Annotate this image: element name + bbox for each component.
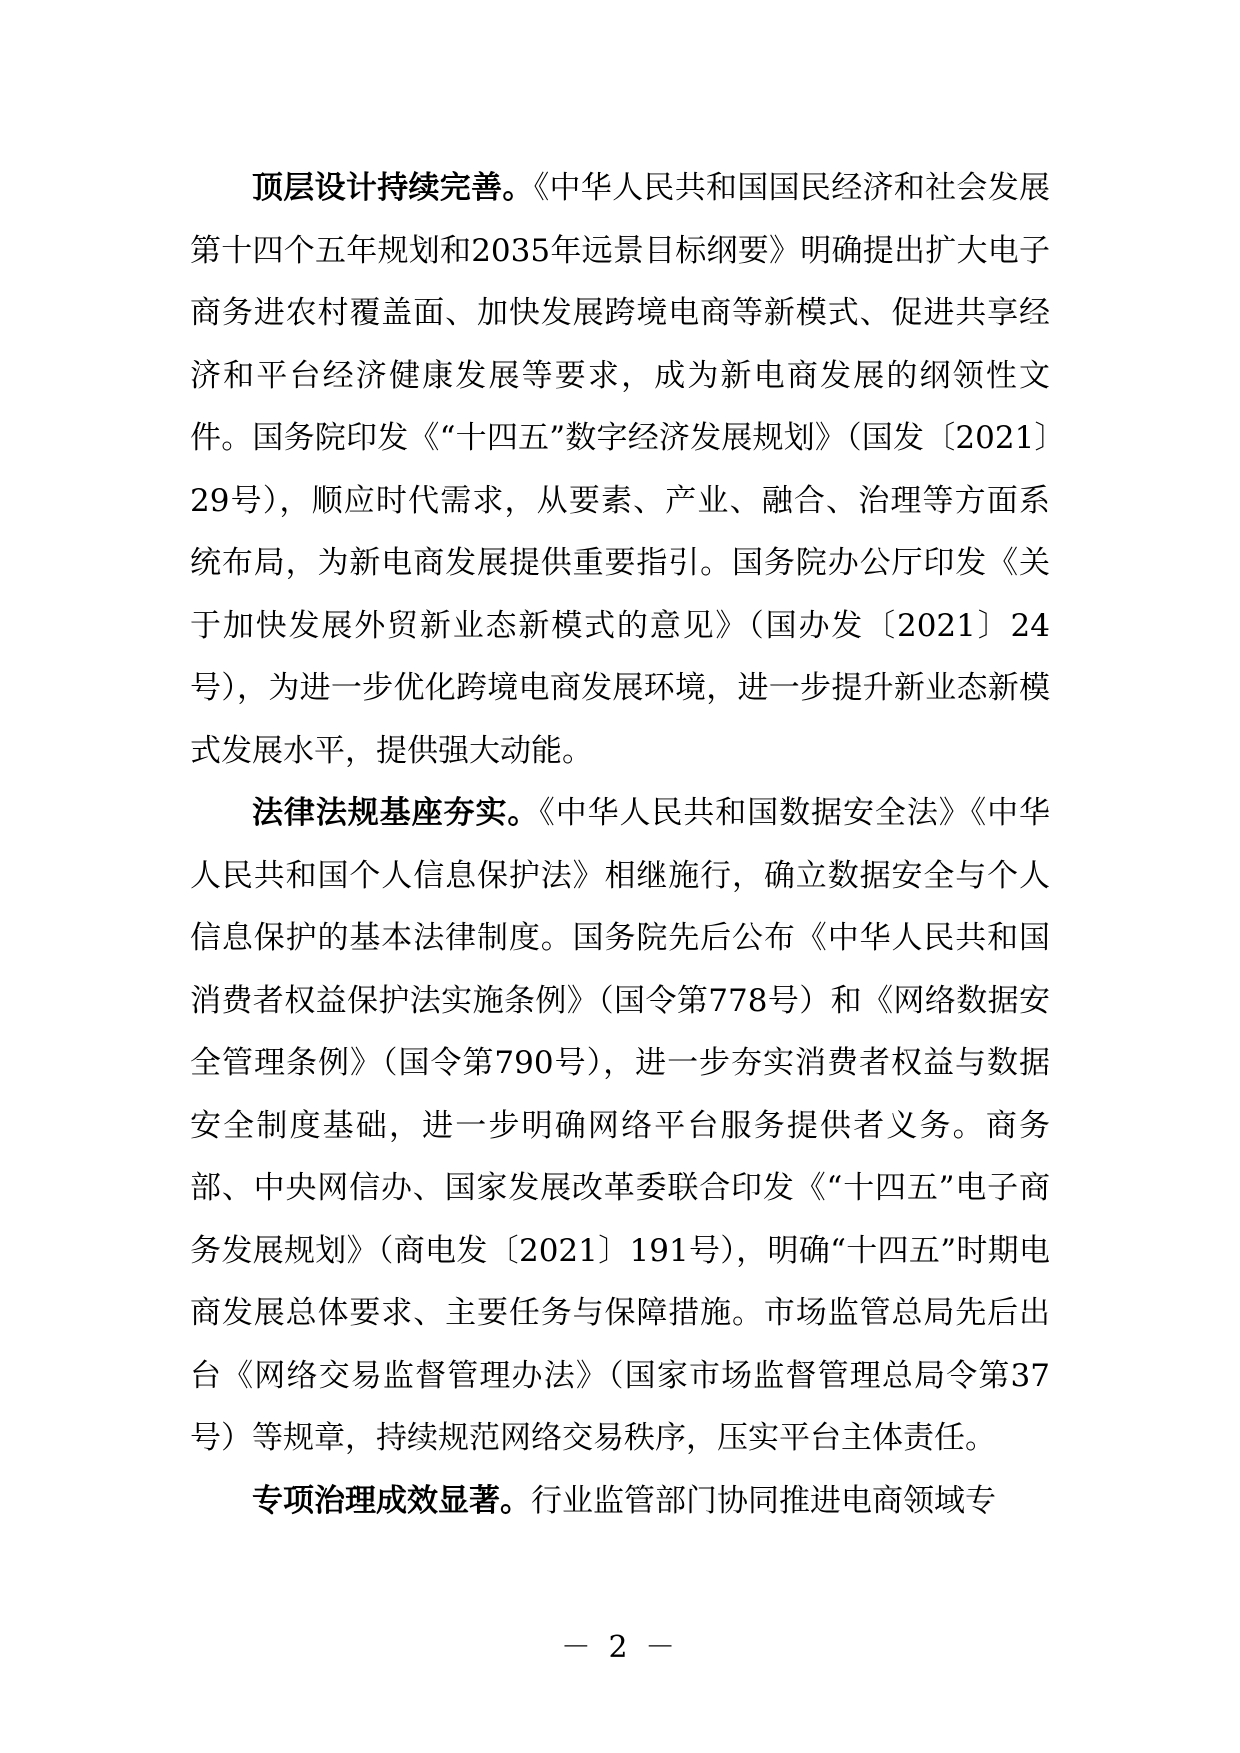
paragraph-heading: 法律法规基座夯实。 — [252, 795, 540, 831]
paragraph-heading: 顶层设计持续完善。 — [252, 170, 534, 206]
paragraph-special-governance — [190, 1470, 1050, 1533]
page-number: － 2 － — [560, 1630, 680, 1665]
paragraph-top-level-design — [190, 157, 1050, 782]
paragraph-heading: 专项治理成效显著。 — [252, 1482, 531, 1519]
document-body — [190, 157, 1050, 1532]
paragraph-text: 行业监管部门协同推进电商领域专 — [531, 1482, 996, 1519]
paragraph-text: 《中华人民共和国数据安全法》《中华人民共和国个人信息保护法》相继施行，确立数据安全与个人信息保护的基本法律制度。国务院先后公布《中华人民共和国消费者权益保护法实施条例》（国令第778号）和《网络数据安全管理条例》（国令第790号），进一步夯实消费者权益与数据安全制度基础，进一步明确网络平台服务提供者义务。商务部、中央网信办、国家发展改革委联合印发《“十四五”电子商务发展规划》（商电发〔2021〕191号），明确“十四五”时期电商发展总体要求、主要任务与保障措施。市场监管总局先后出台《网络交易监督管理办法》（国家市场监督管理总局令第37号）等规章，持续规范网络交易秩序，压实平台主体责任。 — [190, 795, 1050, 1456]
paragraph-text: 《中华人民共和国国民经济和社会发展第十四个五年规划和2035年远景目标纲要》明确提出扩大电子商务进农村覆盖面、加快发展跨境电商等新模式、促进共享经济和平台经济健康发展等要求，成为新电商发展的纲领性文件。国务院印发《“十四五”数字经济发展规划》（国发〔2021〕29号），顺应时代需求，从要素、产业、融合、治理等方面系统布局，为新电商发展提供重要指引。国务院办公厅印发《关于加快发展外贸新业态新模式的意见》（国办发〔2021〕24号），为进一步优化跨境电商发展环境，进一步提升新业态新模式发展水平，提供强大动能。 — [190, 170, 1051, 769]
paragraph-legal-framework — [190, 782, 1050, 1470]
